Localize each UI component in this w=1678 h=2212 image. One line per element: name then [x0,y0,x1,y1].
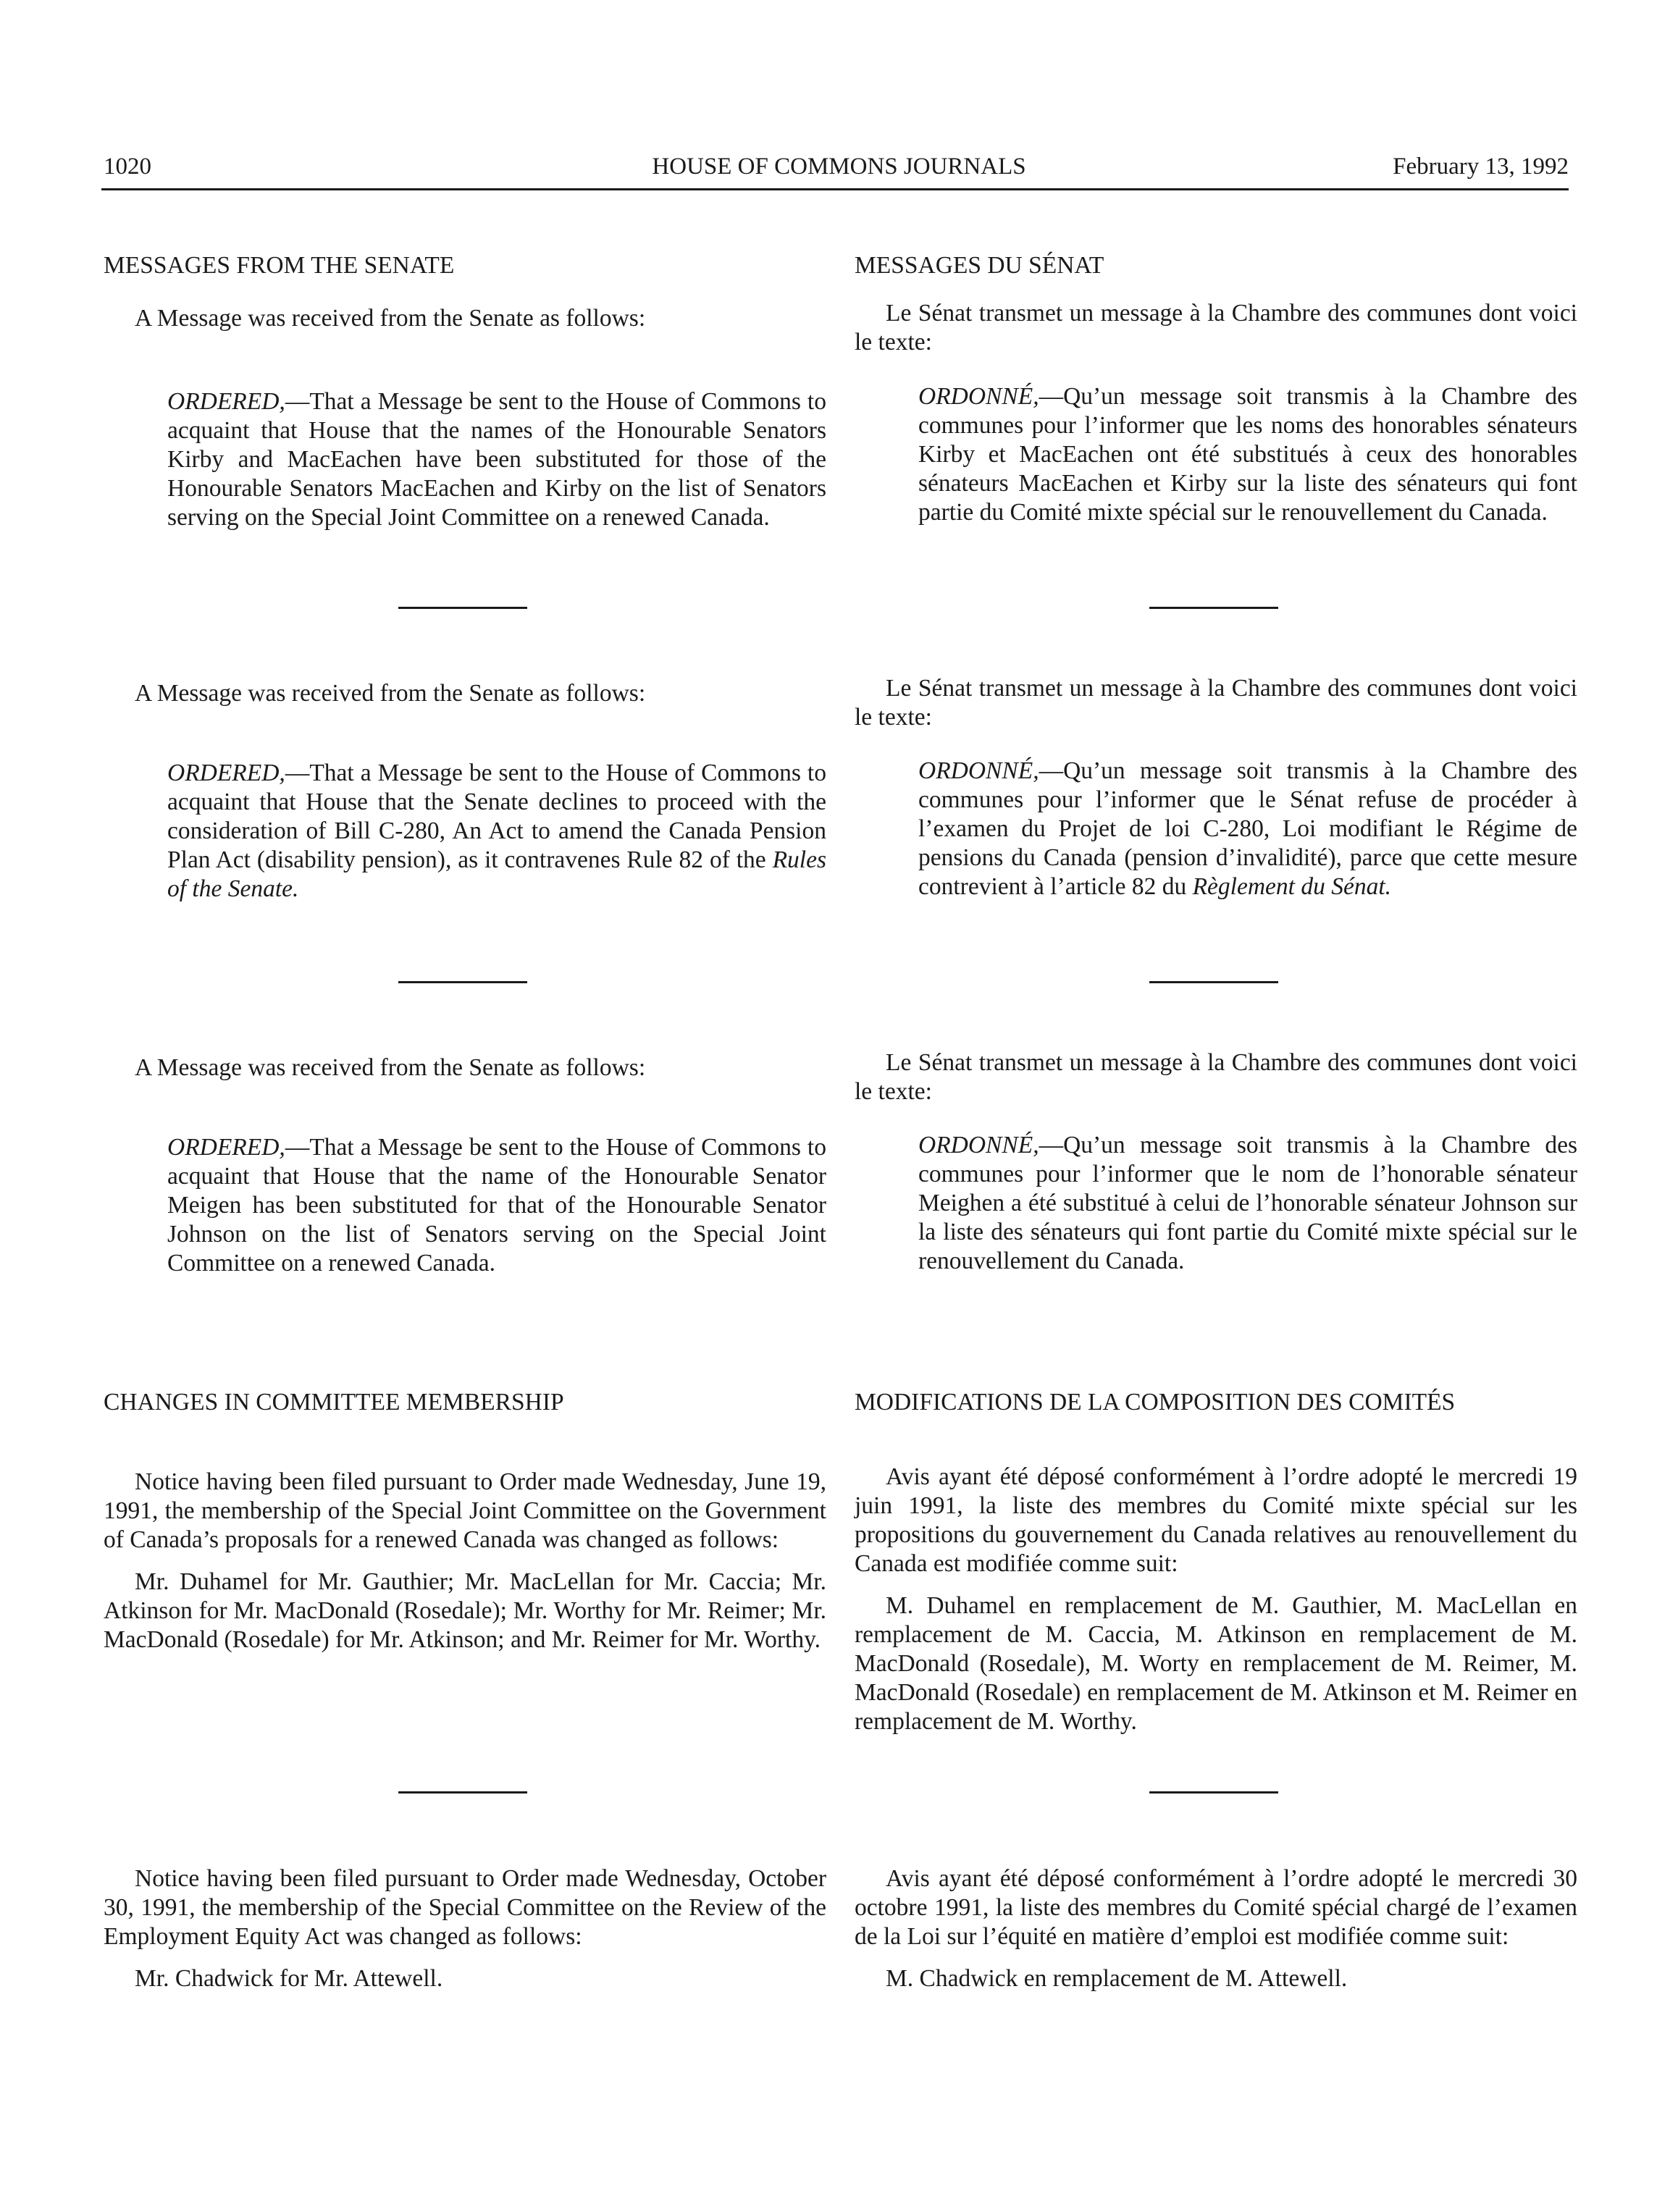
senate-message-intro: Le Sénat transmet un message à la Chambre des communes dont voici le texte: [855,1049,1577,1105]
senate-messages-heading-fr: MESSAGES DU SÉNAT [855,252,1104,279]
senate-message-intro: A Message was received from the Senate as follows: [135,1054,646,1081]
senate-message-order: ORDONNÉ,—Qu’un message soit transmis à la Chambre des communes pour l’informer que le Sénat refuse de procéder à l’examen du Projet de loi C-280, Loi modifiant le Régime de pensions du Canada (pension d’invalidité), parce que cette mesure contrevient à l’article 82 du Règlement du Sénat. [918,757,1577,900]
committee-change-notice: Avis ayant été déposé conformément à l’ordre adopté le mercredi 30 octobre 1991, la liste des membres du Comité spécial chargé de l’examen de la Loi sur l’équité en matière d’emploi est modifiée comme suit: [855,1865,1577,1950]
senate-message-order: ORDERED,—That a Message be sent to the House of Commons to acquaint that House that the name of the Honourable Senator Meigen has been substituted for that of the Honourable Senator Johnson on the list of Senators serving on the Special Joint Committee on a renewed Canada. [167,1134,826,1277]
committee-change-list: M. Chadwick en remplacement de M. Attewell. [886,1965,1348,1992]
separator-rule [398,1791,527,1793]
senate-message-intro: A Message was received from the Senate as follows: [135,680,646,707]
senate-message-1-en [104,304,826,532]
senate-message-order: ORDERED,—That a Message be sent to the House of Commons to acquaint that House that the names of the Honourable Senators Kirby and MacEachen have been substituted for those of the Honourable Senators MacEachen and Kirby on the list of Senators serving on the Special Joint Committee on a renewed Canada. [167,388,826,531]
separator-rule [398,981,527,983]
committee-change-list: M. Duhamel en remplacement de M. Gauthier, M. MacLellan en remplacement de M. Caccia, M. Atkinson en remplacement de M. MacDonald (Rosedale), M. Worty en remplacement de M. Reimer, M. MacDonald (Rosedale) en remplacement de M. Atkinson et M. Reimer en remplacement de M. Worthy. [855,1592,1577,1735]
committee-change-notice: Notice having been filed pursuant to Order made Wednesday, October 30, 1991, the membership of the Special Committee on the Review of the Employment Equity Act was changed as follows: [104,1865,826,1950]
senate-message-3-fr [855,1048,1577,1276]
committee-change-list: Mr. Chadwick for Mr. Attewell. [135,1965,443,1992]
senate-message-intro: Le Sénat transmet un message à la Chambre des communes dont voici le texte: [855,300,1577,356]
committee-change-2-fr [855,1864,1577,1993]
senate-message-2-en [104,679,826,904]
committee-change-1-fr [855,1463,1577,1736]
committee-changes-heading-en: CHANGES IN COMMITTEE MEMBERSHIP [104,1389,564,1416]
committee-changes-heading-fr: MODIFICATIONS DE LA COMPOSITION DES COMITÉS [855,1389,1456,1416]
senate-message-order: ORDONNÉ,—Qu’un message soit transmis à la Chambre des communes pour l’informer que les noms des honorables sénateurs Kirby et MacEachen ont été substitués à ceux des honorables sénateurs MacEachen et Kirby sur la liste des sénateurs qui font partie du Comité mixte spécial sur le renouvellement du Canada. [918,383,1577,526]
journal-date: February 13, 1992 [1393,154,1569,180]
senate-message-order: ORDERED,—That a Message be sent to the House of Commons to acquaint that House that the Senate declines to proceed with the consideration of Bill C-280, An Act to amend the Canada Pension Plan Act (disability pension), as it contravenes Rule 82 of the Rules of the Senate. [167,760,826,902]
committee-change-2-en [104,1864,826,1993]
separator-rule [1149,1791,1278,1793]
senate-message-3-en [104,1054,826,1278]
separator-rule [1149,981,1278,983]
journal-title: HOUSE OF COMMONS JOURNALS [652,154,1026,180]
committee-change-notice: Notice having been filed pursuant to Order made Wednesday, June 19, 1991, the membership of the Special Joint Committee on the Government of Canada’s proposals for a renewed Canada was changed as follows: [104,1468,826,1553]
separator-rule [1149,607,1278,609]
senate-message-intro: A Message was received from the Senate as follows: [135,305,646,332]
committee-change-list: Mr. Duhamel for Mr. Gauthier; Mr. MacLellan for Mr. Caccia; Mr. Atkinson for Mr. MacDonald (Rosedale); Mr. Worthy for Mr. Reimer; Mr. MacDonald (Rosedale) for Mr. Atkinson; and Mr. Reimer for Mr. Worthy. [104,1568,826,1653]
senate-message-1-fr [855,299,1577,527]
page-number: 1020 [104,154,151,180]
senate-message-2-fr [855,674,1577,901]
committee-change-1-en [104,1468,826,1654]
committee-change-notice: Avis ayant été déposé conformément à l’ordre adopté le mercredi 19 juin 1991, la liste des membres du Comité mixte spécial sur les propositions du gouvernement du Canada relatives au renouvellement du Canada est modifiée comme suit: [855,1463,1577,1577]
senate-message-order: ORDONNÉ,—Qu’un message soit transmis à la Chambre des communes pour l’informer que le nom de l’honorable sénateur Meighen a été substitué à celui de l’honorable sénateur Johnson sur la liste des sénateurs qui font partie du Comité mixte spécial sur le renouvellement du Canada. [918,1132,1577,1274]
header-rule [101,188,1569,190]
senate-messages-heading-en: MESSAGES FROM THE SENATE [104,252,455,279]
separator-rule [398,607,527,609]
senate-message-intro: Le Sénat transmet un message à la Chambre des communes dont voici le texte: [855,675,1577,731]
